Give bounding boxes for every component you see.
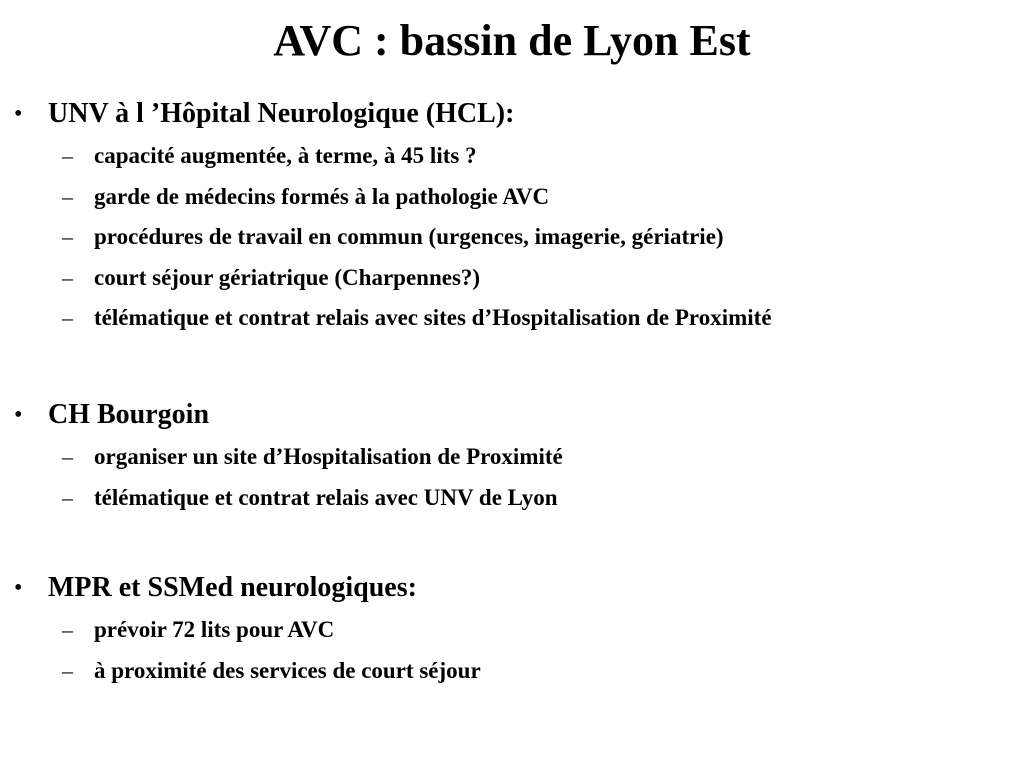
sub-item	[0, 651, 1000, 692]
dash-glyph: –	[62, 484, 73, 510]
bullet-item	[0, 395, 1000, 437]
sub-item	[0, 298, 1000, 339]
bullet-heading: UNV à l ’Hôpital Neurologique (HCL):	[48, 98, 515, 129]
dash-glyph: –	[62, 264, 73, 290]
section-ch-bourgoin	[0, 395, 1000, 518]
section-unv-hopital-neurologique	[0, 94, 1000, 339]
sub-item-text: organiser un site d’Hospitalisation de Proximité	[94, 444, 563, 469]
section-mpr-ssmed	[0, 568, 1000, 691]
bullet-glyph: •	[14, 575, 23, 601]
bullet-heading: CH Bourgoin	[48, 399, 210, 430]
sub-item-text: garde de médecins formés à la pathologie AVC	[94, 183, 550, 209]
sub-item-text: télématique et contrat relais avec UNV de Lyon	[94, 484, 558, 510]
sub-item-text: télématique et contrat relais avec sites d’Hospitalisation de Proximité	[94, 305, 772, 330]
sub-item	[0, 177, 1000, 218]
sub-item	[0, 217, 1000, 258]
sub-item-text: court séjour gériatrique (Charpennes?)	[94, 264, 481, 290]
sub-item	[0, 610, 1000, 651]
sub-item-text: prévoir 72 lits pour AVC	[94, 617, 335, 642]
dash-glyph: –	[62, 657, 73, 683]
dash-glyph: –	[62, 143, 73, 168]
bullet-glyph: •	[14, 101, 23, 127]
sub-item	[0, 258, 1000, 299]
dash-glyph: –	[62, 444, 73, 469]
sub-item-text: à proximité des services de court séjour	[94, 657, 481, 683]
sub-item	[0, 136, 1000, 177]
sub-list	[0, 437, 1000, 518]
dash-glyph: –	[62, 305, 73, 330]
sub-item-text: procédures de travail en commun (urgences, imagerie, gériatrie)	[94, 224, 724, 249]
bullet-glyph: •	[14, 402, 23, 428]
dash-glyph: –	[62, 617, 73, 642]
bullet-heading: MPR et SSMed neurologiques:	[48, 572, 417, 603]
dash-glyph: –	[62, 183, 73, 209]
bullet-item	[0, 568, 1000, 610]
sub-list	[0, 610, 1000, 691]
slide-title: AVC : bassin de Lyon Est	[273, 16, 751, 65]
sub-item-text: capacité augmentée, à terme, à 45 lits ?	[94, 143, 477, 168]
dash-glyph: –	[62, 224, 73, 249]
sub-item	[0, 437, 1000, 478]
sub-item	[0, 478, 1000, 519]
bullet-item	[0, 94, 1000, 136]
sub-list	[0, 136, 1000, 339]
